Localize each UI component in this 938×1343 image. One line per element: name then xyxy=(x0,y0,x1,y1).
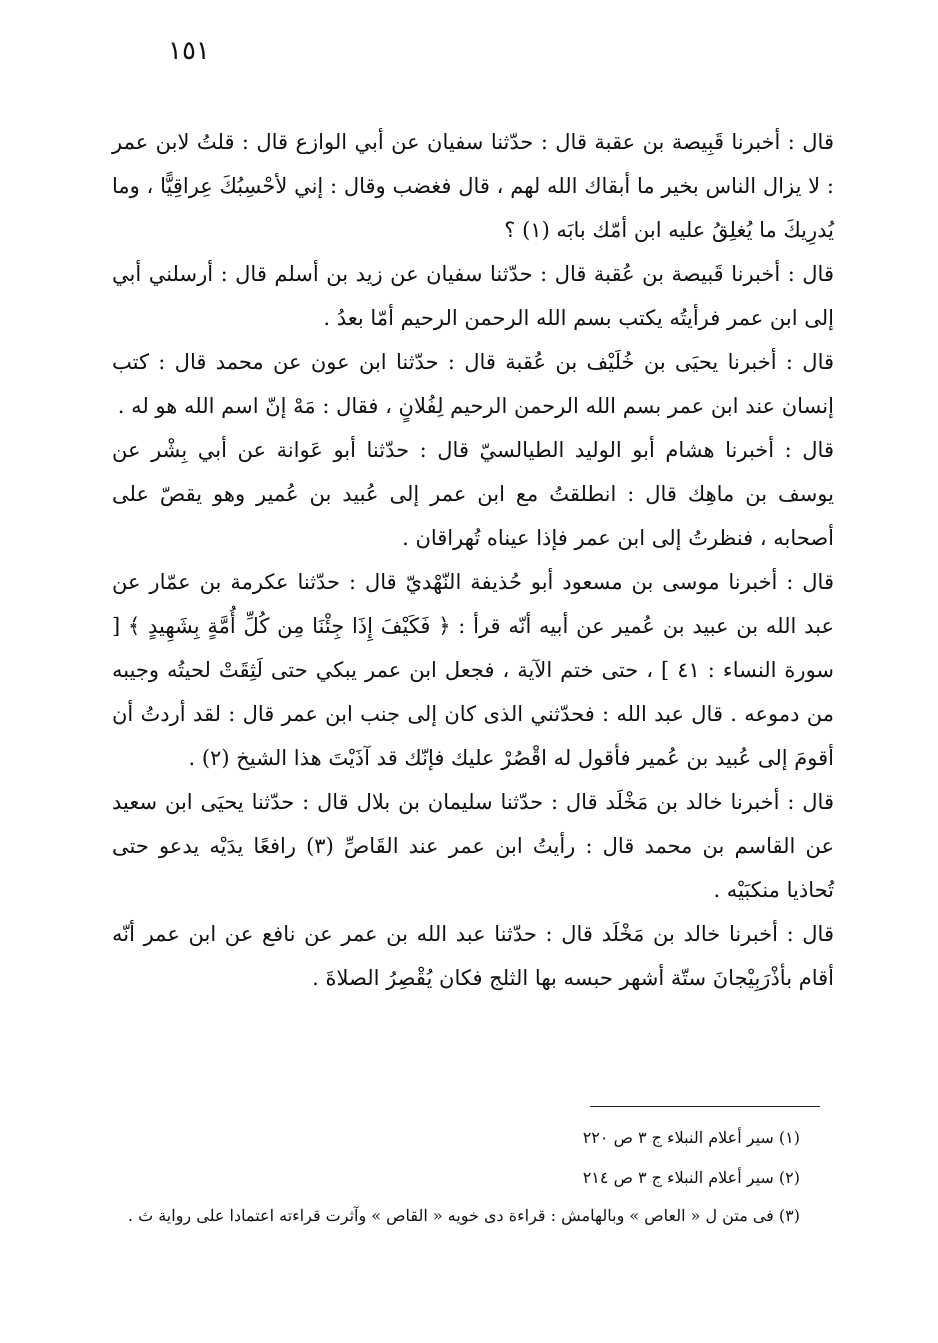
paragraph-5: قال : أخبرنا موسى بن مسعود أبو حُذيفة النّهْديّ قال : حدّثنا عكرمة بن عمّار عن عبد الله بن عبيد بن عُمير عن أبيه أنّه قرأ : ﴿ فَكَيْفَ إِذَا جِئْنَا مِن كُلِّ أُمَّةٍ بِشَهِيدٍ ﴾ [ سورة النساء : ٤١ ] ، حتى ختم الآية ، فجعل ابن عمر يبكي حتى لَثِقَتْ لحيتُه وجيبه من دموعه . قال عبد الله : فحدّثني الذى كان إلى جنب ابن عمر قال : لقد أردتُ أن أقومَ إلى عُبيد بن عُمير فأقول له اقْصُرْ عليك فإنّك قد آذَيْتَ هذا الشيخ (٢) . xyxy=(112,570,835,770)
footnote-3: (٣) فى متن ل « العاص » وبالهامش : قراءة دى خويه « القاص » وآثرت قراءته اعتمادا على رواية ث . xyxy=(127,1206,800,1225)
paragraph-1: قال : أخبرنا قَبِيصة بن عقبة قال : حدّثنا سفيان عن أبي الوازع قال : قلتُ لابن عمر : لا يزال الناس بخير ما أبقاك الله لهم ، قال فغضب وقال : إني لأحْسِبُكَ عِراقِيًّا ، وما يُدرِيكَ ما يُغلِقُ عليه ابن أمّك بابَه (١) ؟ xyxy=(112,130,834,242)
paragraph-2: قال : أخبرنا قَبيصة بن عُقبة قال : حدّثنا سفيان عن زيد بن أسلم قال : أرسلني أبي إلى ابن عمر فرأيتُه يكتب بسم الله الرحمن الرحيم أمّا بعدُ . xyxy=(112,262,834,330)
footnote-divider xyxy=(590,1106,820,1107)
paragraph-7: قال : أخبرنا خالد بن مَخْلَد قال : حدّثنا عبد الله بن عمر عن نافع عن ابن عمر أنّه أقام بأذْرَبِيْجانَ ستّة أشهر حبسه بها الثلج فكان يُقْصِرُ الصلاةَ . xyxy=(112,922,834,990)
footnote-2: (٢) سير أعلام النبلاء ج ٣ ص ٢١٤ xyxy=(582,1168,800,1187)
footnotes xyxy=(120,1118,800,1234)
paragraph-3: قال : أخبرنا يحيَى بن خُلَيْف بن عُقبة قال : حدّثنا ابن عون عن محمد قال : كتب إنسان عند ابن عمر بسم الله الرحمن الرحيم لِفُلانٍ ، فقال : مَهْ إنّ اسم الله هو له . xyxy=(112,350,834,418)
main-text xyxy=(112,120,834,1000)
footnote-1: (١) سير أعلام النبلاء ج ٣ ص ٢٢٠ xyxy=(582,1128,800,1147)
page-number: ١٥١ xyxy=(168,36,210,66)
paragraph-4: قال : أخبرنا هشام أبو الوليد الطيالسيّ قال : حدّثنا أبو عَوانة عن أبي بِشْر عن يوسف بن ماهِك قال : انطلقتُ مع ابن عمر إلى عُبيد بن عُمير وهو يقصّ على أصحابه ، فنظرتُ إلى ابن عمر فإذا عيناه تُهراقان . xyxy=(112,438,834,550)
paragraph-6: قال : أخبرنا خالد بن مَخْلَد قال : حدّثنا سليمان بن بلال قال : حدّثنا يحيَى ابن سعيد عن القاسم بن محمد قال : رأيتُ ابن عمر عند القَاصِّ (٣) رافعًا يدَيْه يدعو حتى تُحاذيا منكبَيْه . xyxy=(112,790,834,902)
